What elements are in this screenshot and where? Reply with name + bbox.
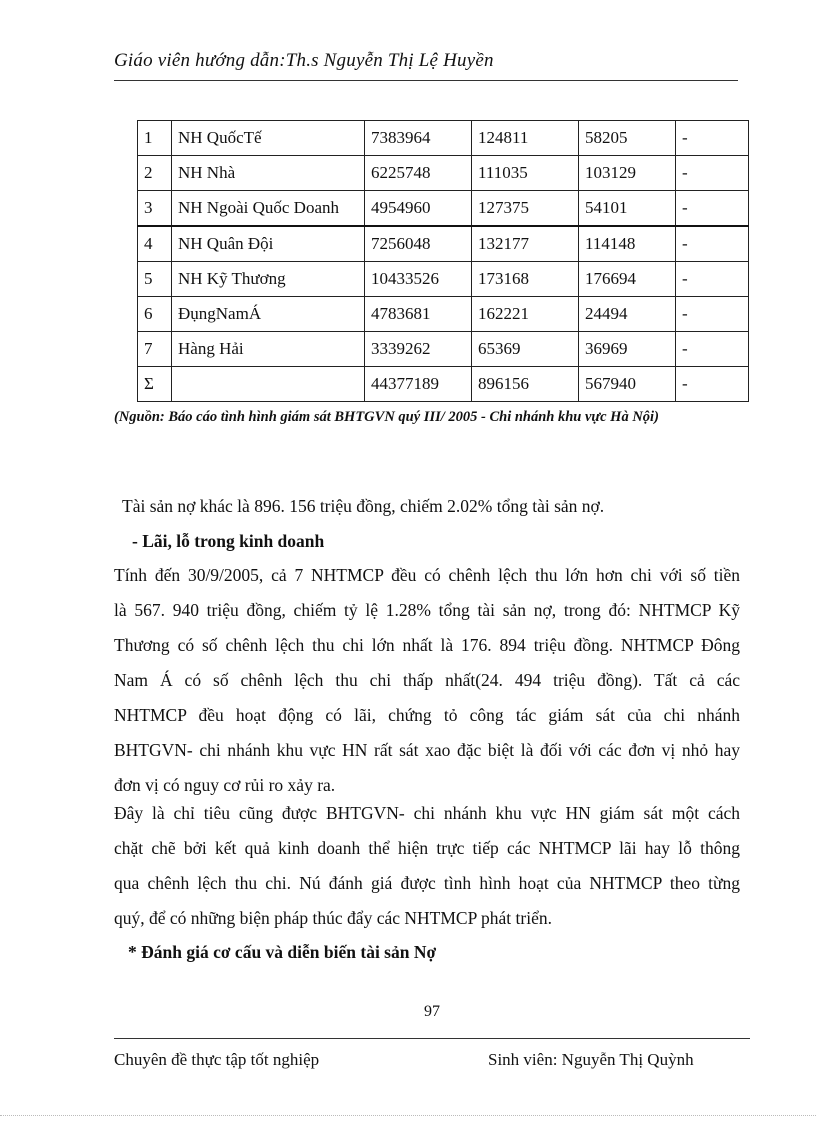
heading-liability-structure: * Đánh giá cơ cấu và diễn biến tài sản Nợ: [128, 942, 437, 962]
note-cell: -: [676, 297, 749, 332]
text-line: quý, để có những biện pháp thúc đẩy các NHTMCP phát triển.: [114, 908, 552, 928]
other-liabilities-cell: 896156: [472, 367, 579, 402]
row-index-cell: 5: [138, 262, 172, 297]
text-line: chặt chẽ bởi kết quả kinh doanh thể hiện trực tiếp các NHTMCP lãi hay lỗ thông: [114, 838, 740, 858]
page-header: Giáo viên hướng dẫn:Th.s Nguyễn Thị Lệ Huyền: [114, 50, 494, 71]
other-liabilities-cell: 132177: [472, 226, 579, 262]
table-row: [138, 367, 749, 402]
note-cell: -: [676, 262, 749, 297]
footer-student-name: Sinh viên: Nguyễn Thị Quỳnh: [488, 1050, 694, 1069]
note-cell: -: [676, 332, 749, 367]
bank-name-cell: [172, 367, 365, 402]
total-liabilities-cell: 4954960: [365, 191, 472, 227]
bank-name-cell: ĐụngNamÁ: [172, 297, 365, 332]
row-index-cell: Σ: [138, 367, 172, 402]
total-liabilities-cell: 4783681: [365, 297, 472, 332]
total-liabilities-cell: 7383964: [365, 121, 472, 156]
bank-name-cell: NH Quân Đội: [172, 226, 365, 262]
other-liabilities-cell: 124811: [472, 121, 579, 156]
other-liabilities-cell: 173168: [472, 262, 579, 297]
header-divider: [114, 80, 738, 81]
profit-difference-cell: 24494: [579, 297, 676, 332]
footer-divider: [114, 1038, 750, 1039]
heading-profit-loss: - Lãi, lỗ trong kinh doanh: [132, 531, 325, 551]
note-cell: -: [676, 367, 749, 402]
other-liabilities-cell: 127375: [472, 191, 579, 227]
profit-difference-cell: 176694: [579, 262, 676, 297]
note-cell: -: [676, 191, 749, 227]
row-index-cell: 2: [138, 156, 172, 191]
total-liabilities-cell: 10433526: [365, 262, 472, 297]
text-line: Nam Á có số chênh lệch thu chi thấp nhất(24. 494 triệu đồng). Tất cả các: [114, 670, 740, 690]
row-index-cell: 4: [138, 226, 172, 262]
row-index-cell: 7: [138, 332, 172, 367]
note-cell: -: [676, 226, 749, 262]
footer-course-title: Chuyên đề thực tập tốt nghiệp: [114, 1050, 320, 1069]
bank-data-table: [137, 120, 749, 402]
profit-difference-cell: 36969: [579, 332, 676, 367]
table-row: [138, 121, 749, 156]
table-row: [138, 332, 749, 367]
table-row: [138, 191, 749, 227]
profit-difference-cell: 114148: [579, 226, 676, 262]
note-cell: -: [676, 156, 749, 191]
table-row: [138, 156, 749, 191]
total-liabilities-cell: 6225748: [365, 156, 472, 191]
text-line: Thương có số chênh lệch thu chi lớn nhất là 176. 894 triệu đồng. NHTMCP Đông: [114, 635, 740, 655]
profit-difference-cell: 103129: [579, 156, 676, 191]
total-liabilities-cell: 7256048: [365, 226, 472, 262]
profit-difference-cell: 58205: [579, 121, 676, 156]
page-number: 97: [424, 1003, 440, 1020]
row-index-cell: 6: [138, 297, 172, 332]
other-liabilities-cell: 65369: [472, 332, 579, 367]
row-index-cell: 1: [138, 121, 172, 156]
text-line: đơn vị có nguy cơ rủi ro xảy ra.: [114, 775, 336, 795]
row-index-cell: 3: [138, 191, 172, 227]
profit-difference-cell: 54101: [579, 191, 676, 227]
text-line: BHTGVN- chi nhánh khu vực HN rất sát xao đặc biệt là đối với các đơn vị nhỏ hay: [114, 740, 740, 760]
text-line: qua chênh lệch thu chi. Nú đánh giá được tình hình hoạt của NHTMCP theo từng: [114, 873, 740, 893]
total-liabilities-cell: 44377189: [365, 367, 472, 402]
other-liabilities-cell: 162221: [472, 297, 579, 332]
table-row: [138, 297, 749, 332]
table-row: [138, 226, 749, 262]
bank-name-cell: NH Nhà: [172, 156, 365, 191]
source-note: (Nguồn: Báo cáo tình hình giám sát BHTGVN quý III/ 2005 - Chi nhánh khu vực Hà Nội): [114, 409, 659, 425]
bank-name-cell: NH QuốcTế: [172, 121, 365, 156]
total-liabilities-cell: 3339262: [365, 332, 472, 367]
paragraph-supervision: [114, 796, 740, 936]
paragraph-other-liabilities: Tài sản nợ khác là 896. 156 triệu đồng, chiếm 2.02% tổng tài sản nợ.: [122, 496, 605, 516]
bank-name-cell: NH Ngoài Quốc Doanh: [172, 191, 365, 227]
table-row: [138, 262, 749, 297]
text-line: Tính đến 30/9/2005, cả 7 NHTMCP đều có chênh lệch thu lớn hơn chi với số tiền: [114, 565, 740, 585]
other-liabilities-cell: 111035: [472, 156, 579, 191]
page-bottom-border: [0, 1115, 816, 1116]
bank-name-cell: NH Kỹ Thương: [172, 262, 365, 297]
text-line: Đây là chỉ tiêu cũng được BHTGVN- chi nhánh khu vực HN giám sát một cách: [114, 803, 740, 823]
note-cell: -: [676, 121, 749, 156]
text-line: là 567. 940 triệu đồng, chiếm tỷ lệ 1.28% tổng tài sản nợ, trong đó: NHTMCP Kỹ: [114, 600, 740, 620]
paragraph-profit-analysis: [114, 558, 740, 803]
profit-difference-cell: 567940: [579, 367, 676, 402]
bank-name-cell: Hàng Hải: [172, 332, 365, 367]
text-line: NHTMCP đều hoạt động có lãi, chứng tỏ công tác giám sát của chi nhánh: [114, 705, 740, 725]
